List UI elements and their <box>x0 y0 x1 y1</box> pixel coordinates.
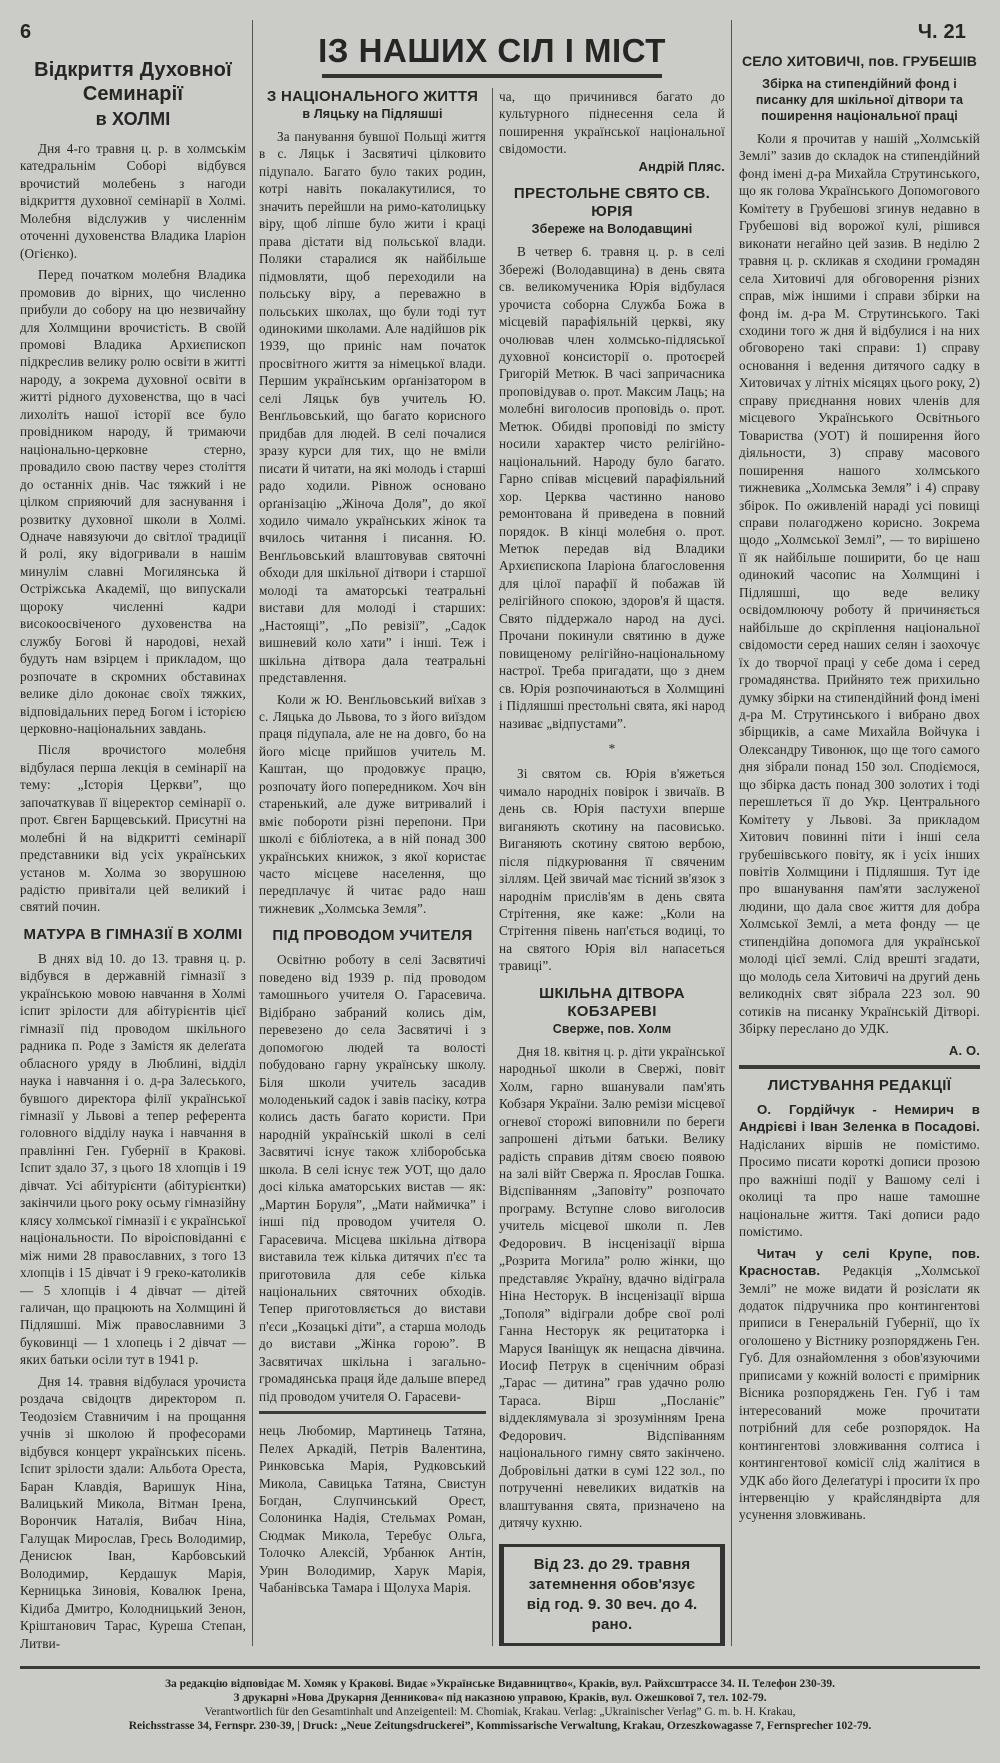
article-matura <box>20 926 246 1652</box>
imprint-line: З друкарні »Нова Друкарня Денникова« під наказною управою, Краків, вул. Ожешкової 7, тел. 102-79. <box>233 1692 767 1705</box>
article-subtitle: Сверже, пов. Холм <box>552 1021 672 1036</box>
addressee: Читач у селі Крупе, пов. Красностав. <box>739 1245 980 1279</box>
asterisk-separator: * <box>608 740 616 756</box>
notice-line: від год. 9. 30 веч. до 4. рано. <box>526 1595 698 1633</box>
paragraph: Дня 18. квітня ц. р. діти української народньої школи в Свержі, повіт Холм, гарно вшанували пам'ять Кобзаря України. Залю ремізи місцевої огневої сторожі виповнили по береги запрошені дітьми батьки. Велику радість справив дітям своєю появою на залі війт Свержа п. Ярослав Гошка. Відспіванням „Заповіту” розпочато програму. Вступне слово виголосив учитель місцевої школи п. Лев Федорович. В інсценізації вірша „Розрита Могила” ролю жінки, що представляє Україну, вдачно відіграла Ніна Несторук. В інсценізації вірша „Тополя” відіграли добре свої ролі Ганна Несторук як рецитаторка і Маруся Іваніщук як нещасна дівчина. Иосиф Петрук в сценічним образі „Тарас — дитина” грав удачно ролю Тараса. Вірш „Посланіє” віддеклямувала зі зрозумінням Ірена Федорович. Відспіванням національного гимну свято закінчено. Добровільні датки в сумі 122 зол., по потрученні невеликих видатків на влаштування свята, призначено на дитячу кухню. <box>499 1043 725 1531</box>
article-kobzar <box>499 985 725 1532</box>
paragraph: За панування бувшої Польщі життя в с. Ляцьк і Засвятичі цілковито підупало. Багато було таких родин, котрі навіть покалакутилися, то значить перейшли на римо-католицьку віру, щоб ліпше було жити і краці права дістати від польської влади. Поляки старалися як найбільше підмовляти, щоб переходили на польську віру, а переважно в польських школах, що були тоді тут одинокими школами. Але надійшов рік 1939, що приніс нам початок просвітного життя за німецької влади. Першим українським орґанізатором в селі Ляцьк був учитель Ю. Венґльовський, що багато корисного придбав для людей. В селі почалися зразу курси для тих, що не вміли писати й читати, на які молодь і старші радо ходили. Рівнож основано орґанізацію „Жіноча Доля”, до якої ходило чимало українських жінок та вчилось читання і писання. Ю. Венґльовський влаштовував святочні обходи для шкільної дітвори і старшої молоді та аматорські театральні вистави для молоді і старших: „Настоящі”, „По ревізії”, „Садок вишневий коло хати” і інші. Теж і шкільна дітвора дала театральні представлення. <box>259 129 486 686</box>
article-title: ШКІЛЬНА ДІТВОРА КОБЗАРЕВІ <box>539 984 685 1020</box>
paragraph: Дня 14. травня відбулася урочиста роздача свідоцтв директором п. Теодозієм Ставничим і на прощання учнів зі школою й професорами відбувся концерт українських пісень. Іспит зрілости здали: Альбота Ореста, Баран Клавдія, Варишук Ніна, Валицький Микола, Вітман Ірена, Ворончик Наталія, Вибач Ніна, Галущак Мирослав, Гресь Володимир, Денисюк Іван, Карбовський Володимир, Кердашук Марія, Керницька Зиновія, Ковалюк Ірена, Кідиба Дмитро, Колодницький Зенон, Кріштанович Тарас, Куреша Степан, Литви- <box>20 1373 246 1651</box>
column-2 <box>253 88 492 1601</box>
addressee: О. Гордійчук - Немирич в Андрієві і Іван Зеленка в Посадові. <box>739 1102 980 1135</box>
middle-section <box>252 20 732 1646</box>
article-subtitle: в ХОЛМІ <box>95 109 171 129</box>
section-title-text: ІЗ НАШИХ СІЛ І МІСТ <box>318 32 666 69</box>
correspondence-item <box>739 1245 980 1524</box>
article-title: ЛИСТУВАННЯ РЕДАКЦІЇ <box>767 1077 952 1095</box>
article-subtitle: Збірка на стипендійний фонд і писанку для шкільної дітвори та поширення національної праці <box>755 77 964 123</box>
correspondence-item <box>739 1101 980 1241</box>
paragraph: Після врочистого молебня відбулася перша лекція в семінарії на тему: „Історія Церкви”, що започаткував її віцеректор семінарії о. прот. Євген Барщевський. Присутні на молебні й на відкритті семінарії представники від усіх українських установ м. Холма зо зворушною радістю привітали цей великий і святий почин. <box>20 742 246 915</box>
paragraph: В днях від 10. до 13. травня ц. р. відбувся в державній гімназії з українською мовою навчання в Холмі іспит зрілости для абітурієнтів цієї гімназії під проводом шкільного радника п. Роде з Замістя як делеґата обласного уряду в Люблині, відділ наука і навчання і о. д-ра Залеського, бувшого директора філії української гімназії у Львові а тепер референта головного відділу наука і навчання в правлінні Ген. Губернії в Кракові. Іспит здало 37, з цього 18 хлопців і 19 дівчат. Усі абітурієнти (абітурієнтки) закінчили цього року осьму гімназійну клясу холмської гімназії і є української національности. По віроісповіданні є між ними 28 православних, з того 13 хлопців і 15 дівчат і 9 греко-католиків — 5 хлопців і 4 дівчат — дітей галичан, що працюють на Холмщині й Підляшші. Між православними 3 буковинці — 1 хлопець і 2 дівчат — яких батьки осіли тут в 1941 р. <box>20 950 246 1368</box>
section-title <box>253 20 731 88</box>
article-seminary <box>20 58 246 916</box>
article-title: Відкриття Духовної Семинарії <box>34 59 232 105</box>
article-subtitle: Збереже на Володавщині <box>531 222 693 237</box>
article-title: СЕЛО ХИТОВИЧІ, пов. ГРУБЕШІВ <box>741 53 978 69</box>
column-4 <box>732 20 980 1528</box>
article-title: ПІД ПРОВОДОМ УЧИТЕЛЯ <box>272 927 473 945</box>
paragraph: Дня 4-го травня ц. р. в холмськім катедральнім Соборі відбувся врочистий молебень з нагоди відкриття духовної семінарії в Холмі. Молебня відслужив у численнім оточенні духовенства Владика Іларіон (Огієнко). <box>20 141 246 261</box>
column-1 <box>20 20 252 1656</box>
paragraph: Коли я прочитав у нашій „Холмській Землі” зазив до складок на стипендійний фонд імені д-ра Михайла Струтинського, що як голова Українського Допомогового Комітету в Грубешові згинув недавно в Грубешові від ворожої кулі, рішився виконати негайно цей зазив. В неділю 2 травня ц. р. скликав я сходини громадян села Хитовичі для обговорення різних справ, між іншими і справи збірки на фонд ім. д-ра М. Струтинського. Такі сходини того ж дня й відбулися і на них обговорено такі справи: 1) справу основання і ведення дитячого садку в Хитовичах у літніх місяцях цього року, 2) справу приєднання нових членів для місцевого Українського Освітнього Товариства (УОТ) й поширення його діяльности, 3) справу масового поширення нашого холмського тижневика „Холмська Земля” і 4) справу збірок. По оживленій нараді усі повищі справи полагоджено корисно. Зокрема щодо „Холмської Землі”, — то вирішено її як найбільше поширити, бо це наш одинокий часопис на Холмщині і Підляшші, що веде велику освідомлюючу роботу й причиняється найбільше до скріплення національної свідомости серед наших селян і заохочує їх до творчої праці у себе дома і серед громадянства. Прийнято теж прихильно думку збірки на стипендійний фонд імені д-ра М. Струтинського і вибрано двох збірщиків, а саме Михайла Войчука і Олександру Тивонюк, що ще того самого дня зібрали понад 150 зол. Сподіємося, що збірка дасть понад 300 золотих і тоді перешлеться її до Укр. Центрального Комітету у Львові. За прикладом Хитович повинні піти і інші села грубешівського повіту, як і усіх інших повітів Холмщини і Підляшшя. Тут іде про вшанування пам'яти заслуженої людини, що дала своє життя для добра Холмської Землі, а мета фонду — це стипендійна допомога для української молоді цієї землі. Слід врешті згадати, що молодь села Хитовичі на другий день великодніх свят зібрала 223 зол. 90 сотиків на писанку Українській Дітворі. Збірку переслано до УДК. <box>739 131 980 1037</box>
reply-text: Редакція „Холмської Землі” не може видати й розіслати як додаток підручника про контингентові приписи в Генеральній Губернії, що їх оголошено у Вістнику розпоряджень Ген. Губ. Для ознайомлення з обов'язуючими приписами у кожній волості є примірник Вісника розпоряджень Ген. Губ і там інтересований може прочитати потрібний для себе розпорядок. На контингентові зловживання солтиса і контингентової комісії слід жалітися в УДК або його Делеґатурі і просити їх про інтервенцію у крайсляндвірта для усунення зловживань. <box>739 1263 980 1523</box>
imprint-line: За редакцію відповідає М. Хомяк у Кракові. Видає »Українське Видавництво«, Краків, вул. Райхсштрассе 34. II. Телефон 230-39. <box>164 1678 836 1691</box>
paragraph: ча, що причинився багато до культурного піднесення села й поширення української національної свідомости. <box>499 89 725 157</box>
signature: Андрій Пляс. <box>638 158 725 174</box>
article-title: МАТУРА В ГІМНАЗІЇ В ХОЛМІ <box>23 925 243 943</box>
imprint-line: Verantwortlich für den Gesamtinhalt und Anzeigenteil: M. Chomiak, Krakau. Verlag: „Ukrainischer Verlag” G. m. b. H. Krakau, <box>204 1706 796 1719</box>
separator-line <box>739 1065 980 1069</box>
paragraph: В четвер 6. травня ц. р. в селі Збережі (Володавщина) в день свята св. великомученика Юрія відбулася урочиста соборна Служба Божа в місцевій парафіяльній церкві, яку очолював член холмсько-підляської духовної консисторії о. протоєрей Григорій Метюк. В часі запричасника проповідував о. прот. Максим Лаць; на молебні виголосив проповідь о. прот. Метюк. Обидві проповіді по змісту носили характер чисто релігійно-національний. Народу було багато. Гарно співав місцевий парафіяльний хор. Церква частинно наново ремонтована й приведена в повний порядок. В кінці молебня о. прот. Метюк передав від Владики Архиєпископа Іларіона благословення для цілої парафії й побажав їй релігійного спокою, здоров'я й щастя. Свято піддержало народ на дусі. Прочани покинули святиню в дуже повищеному релігійно-національному настрої. Треба пригадати, що з днем св. Юрія розпочинаються в Холмщині і Підляшші престольні свята, які народ називає „відпустами”. <box>499 244 725 731</box>
paragraph: Освітню роботу в селі Засвятичі поведено від 1939 р. під проводом тамошнього учителя О. Гарасевича. Відібрано забраний колись дім, перевезено до села Засвятичі і з допомогою людей та волості побудовано гарну українську школу. Біля школи учитель засадив молоденький садок і завів пасіку, котра колись дасть багато користи. При народній українській школі в селі Засвятичі існує також хліборобська школа. В селі існує теж УОТ, що дало досі кілька аматорських вистав — як: „Мартин Боруля”, „Мати наймичка” і інші під проводом учителя О. Гарасевича. Місцева шкільна дітвора виставила теж кілька дитячих п'єс та приготовила для себе кілька національних святочних обходів. Тепер приготовляється до вистави п'єси „Козацькі діти”, а старша молодь до вистави „Жінка горою”. В Засвятичах шкільна і загально-громадянська праця йде дальше вперед під проводом учителя О. Гарасеви- <box>259 952 486 1404</box>
article-st-george <box>499 185 725 975</box>
article-national-life <box>259 88 486 917</box>
footer-separator <box>20 1666 980 1669</box>
middle-columns <box>253 88 731 1646</box>
article-khytovychi <box>739 52 980 1059</box>
issue-number: Ч. 21 <box>917 21 966 43</box>
signature: А. О. <box>948 1042 980 1058</box>
article-subtitle: в Ляцьку на Підляшші <box>302 107 443 121</box>
blackout-notice <box>499 1544 725 1646</box>
imprint <box>20 1677 980 1733</box>
column-3 <box>492 88 731 1646</box>
page-number: 6 <box>20 21 32 43</box>
paragraph: Коли ж Ю. Венґльовський виїхав з с. Ляцька до Львова, то з його виїздом праця підупала, але не на довго, бо на його місце прийшов учитель М. Каштан, що продовжує працю, розпочату його попередником. Хоч він старенький, але дуже витривалий і вміє побороти різні перепони. При школі є бібліотека, а в ній понад 300 українських книжок, з якої користає часто місцеве населення, що передплачує й читає радо наш тижневик „Холмська Земля”. <box>259 691 486 916</box>
notice-line: затемнення обов'язує <box>528 1575 696 1593</box>
article-teacher <box>259 927 486 1405</box>
section-title-underline <box>322 74 662 78</box>
notice-line: Від 23. до 29. травня <box>533 1555 691 1573</box>
article-title: ПРЕСТОЛЬНЕ СВЯТО СВ. ЮРІЯ <box>513 185 711 221</box>
paragraph: Зі святом св. Юрія в'яжеться чимало народніх повірок і звичаїв. В день св. Юрія пастухи вперше виганяють скотину на пасовисько. Виганяють скотину святою вербою, після підкурювання її свяченим зіллям. Цей звичай має тісний зв'язок з народнім прислів'ям в день свята Стрітення, яке каже: „Коли на Стрітення півень нап'ється водиці, то на святого Юрія віл напасеться травиці”. <box>499 766 725 974</box>
paragraph: Перед початком молебня Владика промовив до вірних, що численно прибули до собору на цю незвичайну для Холмщини врочистість. В своїй промові Владика Архиєпископ підкреслив велику ролю освіти в житті народу, а зокрема духовної освіти в житті рідного духовенства, що в часі лихоліть нашої історії все було провідником народу, й тримаючи національно-церковне стерно, провадило свою паству через століття до останніх днів. Час тяжкий і не цілком сприяючий для заснування і розвитку духовної школи в Холмі. Одначе навязуючи до світлої традиції й ролі, яку відогривали в нашім минулім славні Могилянська й Острiжська Академії, що випускали щороку численні кадри високоосвіченого духовенства на службу Богові й народові, нехай будуть нам взірцем і прикладом, що розпочате в скромних обставинах велике діло доконає своїх тяжких, відповідальних перед Богом і історією церковно-національних завдань. <box>20 267 246 736</box>
columns <box>20 20 980 1656</box>
reply-text: Надісланих віршів не помістимо. Просимо писати короткі дописи прозою про важніші події у Вашому селі і околиці та про наше тамошне національне життя. Такі дописи радо помістимо. <box>739 1136 980 1240</box>
imprint-line: Reichsstrasse 34, Fernspr. 230-39, | Druck: „Neue Zeitungsdruckerei”, Kommissarische Verwaltung, Krakau, Orzeszkowagasse 7, Fernsprecher 102-79. <box>128 1720 872 1733</box>
article-title: З НАЦІОНАЛЬНОГО ЖИТТЯ <box>266 88 479 105</box>
separator-line <box>259 1411 486 1414</box>
article-correspondence <box>739 1077 980 1524</box>
matura-names-continuation: нець Любомир, Мартинець Татяна, Пелех Аркадій, Петрів Валентина, Ринковська Марія, Рудковський Микола, Савицька Татяна, Свистун Богдан, Слупчинський Орест, Солонинка Надія, Стельмах Роман, Сюдмак Микола, Теребус Ольга, Толочко Алексій, Урбанюк Антін, Урин Володимир, Харук Марія, Чабанівська Тамара і Щолуха Марія. <box>259 1423 486 1596</box>
